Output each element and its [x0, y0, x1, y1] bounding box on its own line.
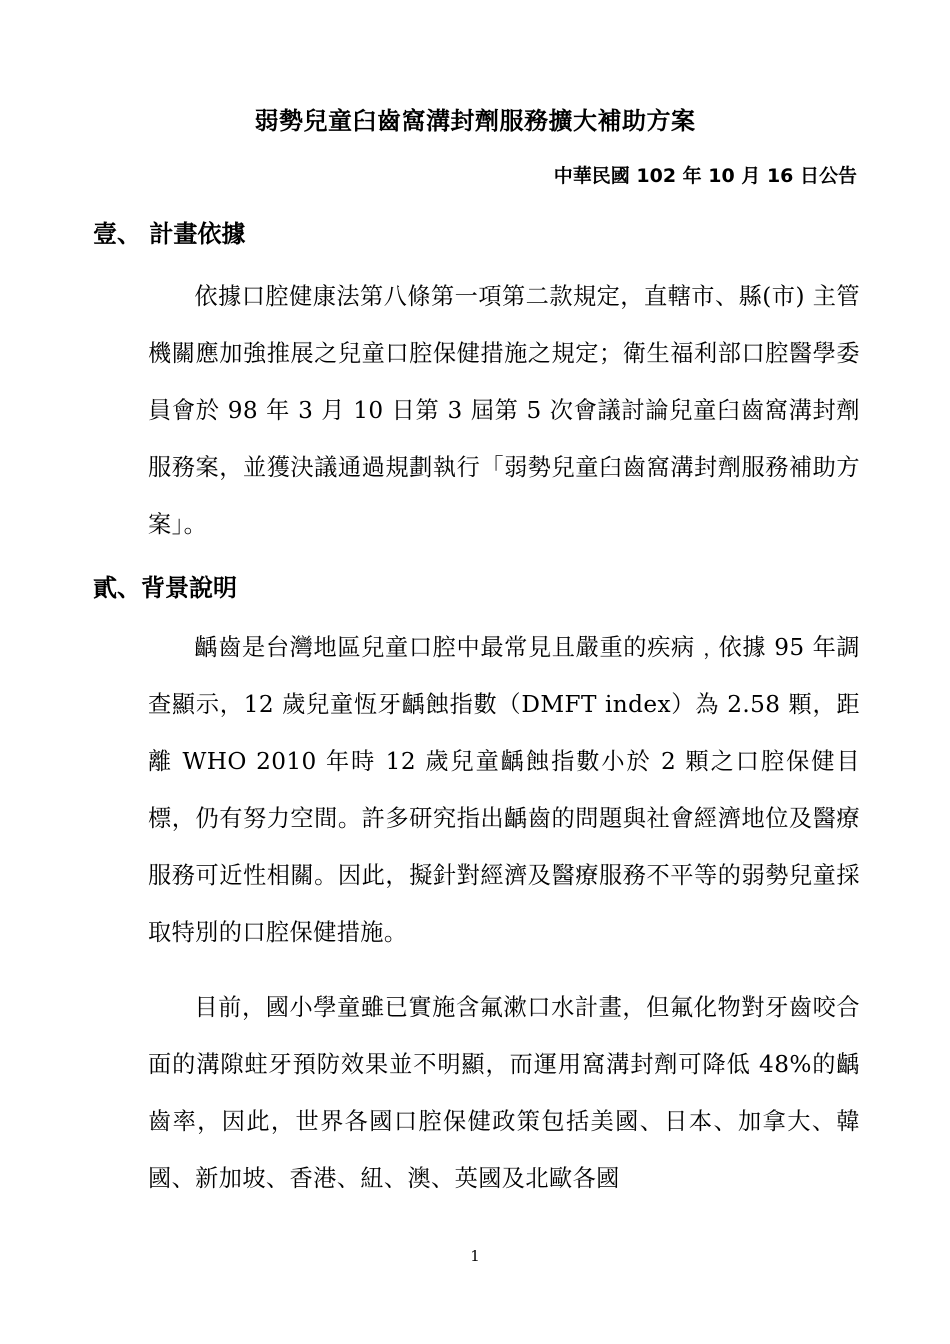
section-basis-paragraph: 依據口腔健康法第八條第一項第二款規定，直轄市、縣(市) 主管機關應加強推展之兒童口腔保健措施之規定；衛生福利部口腔醫學委員會於 98 年 3 月 10 日第 3 屆第 5 次會議討論兒童臼齒窩溝封劑服務案，並獲決議通過規劃執行「弱勢兒童臼齒窩溝封劑服務補助方案」。 [148, 283, 860, 538]
page-number: 1 [470, 1247, 480, 1265]
section-heading-background: 貳、背景說明 [93, 574, 237, 602]
section-background-paragraph-2: 目前，國小學童雖已實施含氟漱口水計畫，但氟化物對牙齒咬合面的溝隙蛀牙預防效果並不明顯，而運用窩溝封劑可降低 48%的齲齒率，因此，世界各國口腔保健政策包括美國、日本、加拿大、韓國、新加坡、香港、紐、澳、英國及北歐各國 [148, 994, 860, 1192]
document-title: 弱勢兒童臼齒窩溝封劑服務擴大補助方案 [254, 107, 696, 135]
announcement-date: 中華民國 102 年 10 月 16 日公告 [553, 165, 857, 187]
section-heading-basis: 壹、 計畫依據 [93, 220, 246, 248]
section-background-paragraph-1: 齲齒是台灣地區兒童口腔中最常見且嚴重的疾病﹐依據 95 年調查顯示，12 歲兒童恆牙齲蝕指數（DMFT index）為 2.58 顆，距離 WHO 2010 年時 12 歲兒童齲蝕指數小於 2 顆之口腔保健目標，仍有努力空間。許多研究指出齲齒的問題與社會經濟地位及醫療服務可近性相關。因此，擬針對經濟及醫療服務不平等的弱勢兒童採取特別的口腔保健措施。 [148, 634, 860, 946]
